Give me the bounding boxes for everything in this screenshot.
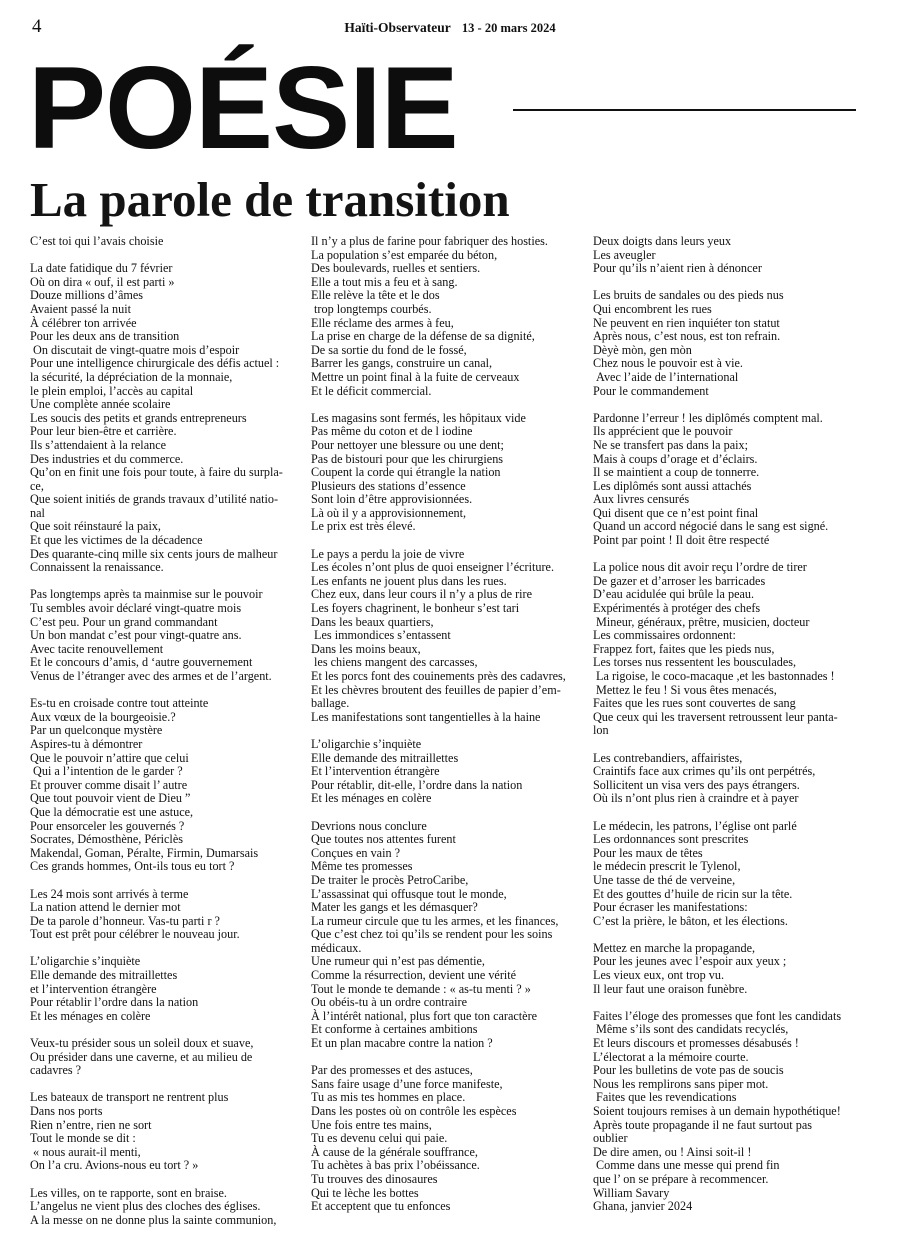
- poem-line: Pour qu’ils n’aient rien à dénoncer: [593, 261, 762, 276]
- poem-line: De traiter le procès PetroCaribe,: [311, 872, 469, 887]
- poem-line: Tu achètes à bas prix l’obéissance.: [311, 1158, 480, 1173]
- poem-line: La police nous dit avoir reçu l’ordre de tirer: [593, 560, 807, 575]
- poem-line: Mettez en marche la propagande,: [593, 940, 756, 955]
- poem-line: À cause de la générale souffrance,: [311, 1144, 478, 1159]
- poem-line: Où ils n’ont plus rien à craindre et à payer: [593, 791, 799, 806]
- poem-line: Après toute propagande il ne faut surtout pas: [593, 1117, 812, 1132]
- poem-line: Par un quelconque mystère: [30, 723, 163, 738]
- poem-line: Devrions nous conclure: [311, 818, 427, 833]
- poem-line: Et l’intervention étrangère: [311, 764, 440, 779]
- poem-line: De dire amen, ou ! Ainsi soit-il !: [593, 1144, 752, 1159]
- poem-line: Qui disent que ce n’est point final: [593, 505, 759, 520]
- poem-line: Les aveugler: [593, 247, 656, 262]
- stanza: [593, 820, 865, 929]
- poem-line: cadavres ?: [30, 1063, 82, 1078]
- poem-line: Dans les beaux quartiers,: [311, 614, 434, 629]
- poem-line: La rumeur circule que tu les armes, et les finances,: [311, 913, 559, 928]
- poem-line: Les contrebandiers, affairistes,: [593, 750, 743, 765]
- poem-line: Elle relève la tête et le dos: [311, 288, 440, 303]
- poem-line: Et les porcs font des couinements près des cadavres,: [311, 669, 566, 683]
- poem-column-3: [593, 235, 865, 1227]
- poem-line: Les bruits de sandales ou des pieds nus: [593, 288, 784, 303]
- poem-line: Faites l’éloge des promesses que font les candidats: [593, 1008, 842, 1023]
- poem-line: Point par point ! Il doit être respecté: [593, 533, 770, 548]
- poem-line: Douze millions d’âmes: [30, 288, 144, 303]
- poem-line: On l’a cru. Avions-nous eu tort ? »: [30, 1158, 199, 1173]
- poem-line: Aux vœux de la bourgeoisie.?: [30, 709, 176, 724]
- poem-line: Les magasins sont fermés, les hôpitaux vide: [311, 410, 526, 425]
- poem-line: Les vieux eux, ont trop vu.: [593, 968, 724, 983]
- poem-line: À l’intérêt national, plus fort que ton caractère: [311, 1008, 538, 1023]
- section-rule: [513, 109, 856, 111]
- poem-line: Pour une intelligence chirurgicale des défis actuel :: [30, 356, 280, 371]
- stanza: [593, 752, 865, 806]
- stanza: [311, 235, 581, 398]
- poem-line: La date fatidique du 7 février: [30, 261, 173, 276]
- poem-line: Les torses nus ressentent les bousculades,: [593, 655, 797, 670]
- poem-line: Que soient initiés de grands travaux d’utilité natio-: [30, 492, 279, 507]
- poem-line: Nous les remplirons sans piper mot.: [593, 1076, 769, 1091]
- poem-line: Le pays a perdu la joie de vivre: [311, 546, 465, 561]
- poem-column-2: [311, 235, 581, 1227]
- poem-line: Aspires-tu à démontrer: [30, 736, 143, 751]
- poem-line: Et acceptent que tu enfonces: [311, 1199, 451, 1214]
- poem-line: Et que les victimes de la décadence: [30, 533, 203, 548]
- poem-line: De gazer et d’arroser les barricades: [593, 573, 766, 588]
- poem-line: Pour rétablir, dit-elle, l’ordre dans la nation: [311, 777, 523, 792]
- poem-line: et l’intervention étrangère: [30, 981, 157, 996]
- stanza: [311, 820, 581, 1051]
- poem-line: Les écoles n’ont plus de quoi enseigner l’écriture.: [311, 560, 554, 575]
- poem-line: Pour ensorceler les gouvernés ?: [30, 818, 185, 833]
- poem-line: Que c’est chez toi qu’ils se rendent pour les soins: [311, 927, 553, 942]
- poem-line: Qui encombrent les rues: [593, 301, 712, 316]
- poem-line: Dans les postes où on contrôle les espèces: [311, 1104, 517, 1118]
- poem-line: Quand un accord négocié dans le sang est signé.: [593, 519, 829, 534]
- poem-line: nal: [30, 505, 45, 520]
- poem-line: Pas même du coton et de l iodine: [311, 424, 473, 439]
- running-header: [0, 20, 900, 36]
- poem-line: Que tout pouvoir vient de Dieu ”: [30, 791, 191, 806]
- poem-line: Et le concours d’amis, d ‘autre gouvernement: [30, 655, 253, 670]
- poem-line: Qui te lèche les bottes: [311, 1185, 419, 1200]
- poem-line: Et leurs discours et promesses désabusés !: [593, 1036, 799, 1051]
- poem-line: Il leur faut une oraison funèbre.: [593, 981, 748, 996]
- poem-line: Dans nos ports: [30, 1104, 103, 1118]
- poem-line: Ou obéis-tu à un ordre contraire: [311, 995, 468, 1010]
- stanza: [593, 561, 865, 738]
- stanza: [30, 1187, 302, 1228]
- poem-line: On discutait de vingt-quatre mois d’espoir: [30, 342, 240, 357]
- poem-line: Connaissent la renaissance.: [30, 560, 164, 575]
- poem-line: trop longtemps courbés.: [311, 301, 432, 316]
- poem-line: Elle a tout mis a feu et à sang.: [311, 274, 458, 289]
- poem-line: Il n’y a plus de farine pour fabriquer des hosties.: [311, 234, 548, 248]
- poem-line: La prise en charge de la défense de sa dignité,: [311, 329, 535, 344]
- poem-line: Avec l’aide de l’international: [593, 369, 739, 384]
- poem-line: Les commissaires ordonnent:: [593, 628, 736, 643]
- poem-line: Avaient passé la nuit: [30, 301, 131, 316]
- poem-line: Ne peuvent en rien inquiéter ton statut: [593, 315, 780, 330]
- issue-dates: 13 - 20 mars 2024: [461, 21, 556, 35]
- poem-line: Soient toujours remises à un demain hypothétique!: [593, 1104, 841, 1118]
- poem-line: Barrer les gangs, construire un canal,: [311, 356, 493, 371]
- poem-line: C’est la prière, le bâton, et les élections.: [593, 913, 788, 928]
- poem-line: Pour les maux de têtes: [593, 845, 703, 860]
- poem-line: Les bateaux de transport ne rentrent plus: [30, 1090, 229, 1105]
- section-title: POÉSIE: [28, 42, 458, 173]
- stanza: [593, 412, 865, 548]
- poem-line: Même tes promesses: [311, 859, 413, 874]
- poem-line: Tu sembles avoir déclaré vingt-quatre mois: [30, 601, 242, 616]
- stanza: [30, 262, 302, 575]
- poem-line: Mater les gangs et les démasquer?: [311, 900, 478, 915]
- poem-line: Expérimentés à protéger des chefs: [593, 601, 761, 616]
- stanza: [593, 235, 865, 276]
- poem-line: ce,: [30, 478, 44, 493]
- poem-line: Et le déficit commercial.: [311, 383, 432, 398]
- poem-line: Tout le monde te demande : « as-tu menti ? »: [311, 981, 531, 996]
- poem-line: Les foyers chagrinent, le bonheur s’est tari: [311, 601, 520, 616]
- poem-line: À célébrer ton arrivée: [30, 315, 137, 330]
- poem-line: Qui a l’intention de le garder ?: [30, 764, 183, 779]
- poem-line: Mais à coups d’orage et d’éclairs.: [593, 451, 758, 466]
- poem-line: Elle demande des mitraillettes: [311, 750, 459, 765]
- poem-line: Avec tacite renouvellement: [30, 641, 164, 656]
- poem-line: Coupent la corde qui étrangle la nation: [311, 465, 501, 480]
- poem-line: L’oligarchie s’inquiète: [311, 736, 422, 751]
- poem-line: Tu trouves des dinosaures: [311, 1171, 438, 1186]
- poem-line: Une complète année scolaire: [30, 397, 171, 412]
- poem-line: D’eau acidulée qui brûle la peau.: [593, 587, 755, 602]
- poem-line: Pour nettoyer une blessure ou une dent;: [311, 437, 504, 452]
- stanza: [30, 955, 302, 1023]
- poem-line: Et conforme à certaines ambitions: [311, 1022, 478, 1037]
- poem-line: Tu as mis tes hommes en place.: [311, 1090, 466, 1105]
- poem-line: Pas de bistouri pour que les chirurgiens: [311, 451, 504, 466]
- poem-line: Tu es devenu celui qui paie.: [311, 1131, 448, 1146]
- poem-line: Ces grands hommes, Ont-ils tous eu tort ?: [30, 859, 235, 874]
- poem-line: Faites que les rues sont couvertes de sang: [593, 696, 796, 711]
- poem-line: Elle réclame des armes à feu,: [311, 315, 454, 330]
- poem-line: Ils apprécient que le pouvoir: [593, 424, 733, 439]
- poem-line: Une tasse de thé de verveine,: [593, 872, 736, 887]
- poem-line: Les diplômés sont aussi attachés: [593, 478, 752, 493]
- poem-line: Des quarante-cinq mille six cents jours de malheur: [30, 546, 278, 561]
- poem-line: ballage.: [311, 696, 350, 711]
- poem-line: Dèyè mòn, gen mòn: [593, 342, 692, 357]
- poem-line: Pour écraser les manifestations:: [593, 900, 748, 915]
- poem-line: Pour le commandement: [593, 383, 709, 398]
- poem-line: Frappez fort, faites que les pieds nus,: [593, 641, 775, 656]
- poem-line: L’angelus ne vient plus des cloches des églises.: [30, 1199, 261, 1214]
- poem-line: Que toutes nos attentes furent: [311, 832, 456, 847]
- poem-line: Que le pouvoir n’attire que celui: [30, 750, 189, 765]
- poem-line: Les villes, on te rapporte, sont en braise.: [30, 1185, 227, 1200]
- poem-line: oublier: [593, 1131, 628, 1146]
- poem-line: Craintifs face aux crimes qu’ils ont perpétrés,: [593, 764, 816, 779]
- poem-line: De ta parole d’honneur. Vas-tu parti r ?: [30, 913, 220, 928]
- poem-line: Pas longtemps après ta mainmise sur le pouvoir: [30, 587, 263, 602]
- poem-line: Là où il y a approvisionnement,: [311, 505, 467, 520]
- poem-line: William Savary: [593, 1185, 670, 1200]
- poem-line: De sa sortie du fond de le fossé,: [311, 342, 467, 357]
- poem-line: La rigoise, le coco-macaque ,et les bastonnades !: [593, 669, 835, 683]
- stanza: [593, 1010, 865, 1214]
- poem-line: Le médecin, les patrons, l’église ont parlé: [593, 818, 797, 833]
- publication-name: Haïti-Observateur: [344, 20, 451, 35]
- poem-line: Ne se transfert pas dans la paix;: [593, 437, 748, 452]
- poem-line: Chez nous le pouvoir est à vie.: [593, 356, 743, 371]
- poem-line: Makendal, Goman, Péralte, Firmin, Dumarsais: [30, 845, 259, 860]
- poem-line: Et les ménages en colère: [30, 1008, 151, 1023]
- poem-line: Des industries et du commerce.: [30, 451, 184, 466]
- poem-line: les chiens mangent des carcasses,: [311, 655, 478, 670]
- poem-line: Faites que les revendications: [593, 1090, 737, 1105]
- poem-line: Même s’ils sont des candidats recyclés,: [593, 1022, 789, 1037]
- poem-column-1: [30, 235, 302, 1241]
- poem-line: Ou présider dans une caverne, et au milieu de: [30, 1049, 253, 1064]
- poem-line: L’assassinat qui offusque tout le monde,: [311, 886, 507, 901]
- poem-line: Les soucis des petits et grands entrepreneurs: [30, 410, 247, 425]
- poem-line: Chez eux, dans leur cours il n’y a plus de rire: [311, 587, 532, 602]
- stanza: [30, 1037, 302, 1078]
- poem-line: Les immondices s’entassent: [311, 628, 451, 643]
- poem-line: « nous aurait-il menti,: [30, 1144, 141, 1159]
- poem-line: que l’ on se prépare à recommencer.: [593, 1171, 769, 1186]
- poem-line: le plein emploi, l’accès au capital: [30, 383, 194, 398]
- poem-line: Dans les moins beaux,: [311, 641, 421, 656]
- poem-line: Conçues en vain ?: [311, 845, 401, 860]
- poem-line: Par des promesses et des astuces,: [311, 1063, 473, 1078]
- poem-line: Es-tu en croisade contre tout atteinte: [30, 696, 209, 711]
- poem-line: Rien n’entre, rien ne sort: [30, 1117, 152, 1132]
- poem-line: A la messe on ne donne plus la sainte communion,: [30, 1212, 277, 1227]
- poem-line: Une rumeur qui n’est pas démentie,: [311, 954, 485, 969]
- poem-line: Une fois entre tes mains,: [311, 1117, 432, 1132]
- poem-line: Pardonne l’erreur ! les diplômés comptent mal.: [593, 410, 823, 425]
- poem-line: Elle demande des mitraillettes: [30, 968, 178, 983]
- poem-line: Les ordonnances sont prescrites: [593, 832, 749, 847]
- poem-line: Pour les deux ans de transition: [30, 329, 180, 344]
- poem-line: Que soit réinstauré la paix,: [30, 519, 161, 534]
- poem-title: La parole de transition: [30, 172, 510, 227]
- poem-line: Pour les bulletins de vote pas de soucis: [593, 1063, 784, 1078]
- poem-line: Pour leur bien-être et carrière.: [30, 424, 177, 439]
- poem-line: Comme dans une messe qui prend fin: [593, 1158, 780, 1173]
- poem-line: Un bon mandat c’est pour vingt-quatre ans.: [30, 628, 242, 643]
- poem-line: Où on dira « ouf, il est parti »: [30, 274, 175, 289]
- poem-line: Il se maintient a coup de tonnerre.: [593, 465, 760, 480]
- poem-line: Mettez le feu ! Si vous êtes menacés,: [593, 682, 777, 697]
- poem-line: Ghana, janvier 2024: [593, 1199, 693, 1214]
- stanza: [30, 1091, 302, 1173]
- poem-line: Venus de l’étranger avec des armes et de l’argent.: [30, 669, 272, 683]
- poem-line: médicaux.: [311, 940, 362, 955]
- poem-line: Aux livres censurés: [593, 492, 690, 507]
- poem-line: le médecin prescrit le Tylenol,: [593, 859, 741, 874]
- poem-line: Ils s’attendaient à la relance: [30, 437, 167, 452]
- poem-line: Mineur, généraux, prêtre, musicien, docteur: [593, 614, 810, 629]
- stanza: [593, 289, 865, 398]
- stanza: [311, 738, 581, 806]
- poem-line: Socrates, Démosthène, Périclès: [30, 832, 183, 847]
- poem-line: Après nous, c’est nous, est ton refrain.: [593, 329, 781, 344]
- stanza: [593, 942, 865, 996]
- poem-line: Plusieurs des stations d’essence: [311, 478, 466, 493]
- poem-line: Pour rétablir l’ordre dans la nation: [30, 995, 199, 1010]
- stanza: [30, 697, 302, 874]
- stanza: [30, 888, 302, 942]
- poem-line: Mettre un point final à la fuite de cerveaux: [311, 369, 520, 384]
- poem-line: la sécurité, la dépréciation de la monnaie,: [30, 369, 233, 384]
- page-number: 4: [32, 16, 42, 37]
- poem-line: Sans faire usage d’une force manifeste,: [311, 1076, 503, 1091]
- stanza: [30, 588, 302, 683]
- poem-line: Pour les jeunes avec l’espoir aux yeux ;: [593, 954, 787, 969]
- poem-line: La nation attend le dernier mot: [30, 900, 181, 915]
- poem-line: L’oligarchie s’inquiète: [30, 954, 141, 969]
- poem-line: Et les ménages en colère: [311, 791, 432, 806]
- poem-line: Veux-tu présider sous un soleil doux et suave,: [30, 1036, 254, 1051]
- poem-line: Tout est prêt pour célébrer le nouveau jour.: [30, 927, 240, 942]
- poem-line: Tout le monde se dit :: [30, 1131, 136, 1146]
- poem-line: Sollicitent un visa vers des pays étrangers.: [593, 777, 800, 792]
- stanza: [311, 412, 581, 534]
- poem-line: Les manifestations sont tangentielles à la haine: [311, 709, 541, 724]
- poem-line: lon: [593, 723, 609, 738]
- stanza: [311, 548, 581, 725]
- poem-line: Que la démocratie est une astuce,: [30, 804, 194, 819]
- poem-line: La population s’est emparée du béton,: [311, 247, 498, 262]
- poem-line: Et prouver comme disait l’ autre: [30, 777, 188, 792]
- poem-line: Les enfants ne jouent plus dans les rues.: [311, 573, 507, 588]
- poem-line: Le prix est très élevé.: [311, 519, 416, 534]
- poem-line: Qu’on en finit une fois pour toute, à faire du surpla-: [30, 465, 283, 480]
- poem-line: Et des gouttes d’huile de ricin sur la tête.: [593, 886, 793, 901]
- poem-line: Que ceux qui les traversent retroussent leur panta-: [593, 709, 838, 724]
- poem-line: Les 24 mois sont arrivés à terme: [30, 886, 189, 901]
- poem-line: Des boulevards, ruelles et sentiers.: [311, 261, 481, 276]
- poem-line: Et un plan macabre contre la nation ?: [311, 1036, 493, 1051]
- poem-line: C’est toi qui l’avais choisie: [30, 234, 164, 248]
- poem-line: Deux doigts dans leurs yeux: [593, 234, 732, 248]
- poem-line: Et les chèvres broutent des feuilles de papier d’em-: [311, 682, 561, 697]
- poem-line: C’est peu. Pour un grand commandant: [30, 614, 218, 629]
- poem-line: L’électorat a la mémoire courte.: [593, 1049, 749, 1064]
- poem-line: Sont loin d’être approvisionnées.: [311, 492, 473, 507]
- poem-line: Comme la résurrection, devient une vérité: [311, 968, 517, 983]
- stanza: [311, 1064, 581, 1214]
- stanza: [30, 235, 302, 249]
